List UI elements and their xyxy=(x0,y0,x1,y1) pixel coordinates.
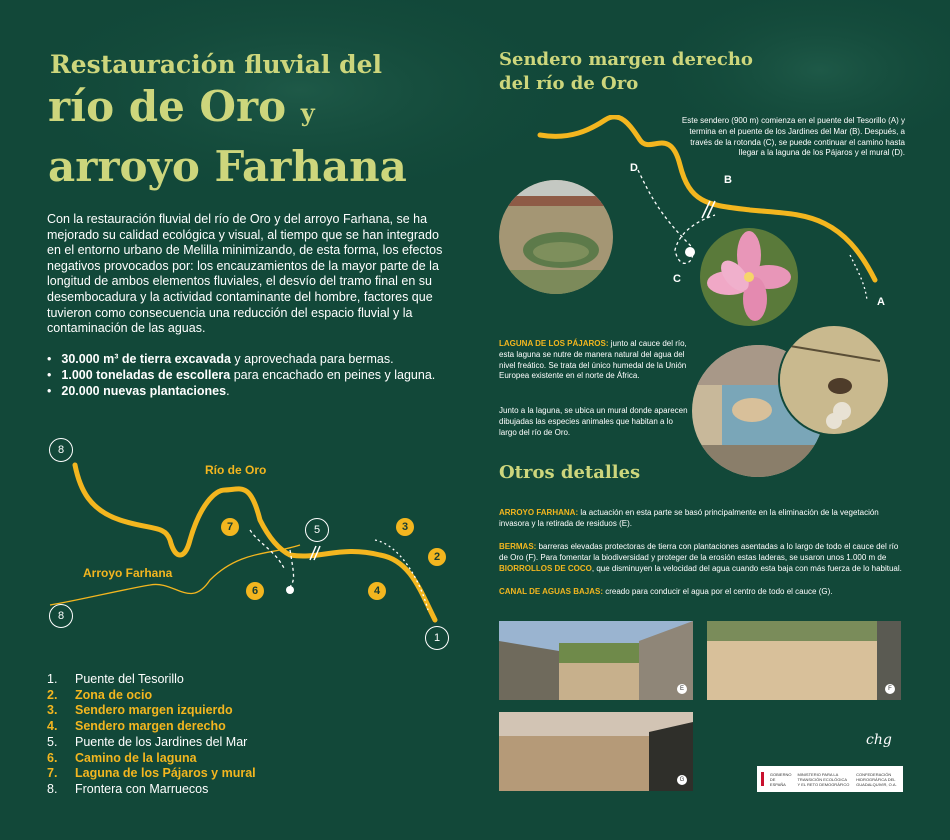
gob-text: GOBIERNO DE ESPAÑA xyxy=(769,771,792,787)
legend-item xyxy=(47,672,256,688)
sendero-title-line1: Sendero margen derecho xyxy=(499,49,753,70)
marker-4: 4 xyxy=(368,582,386,600)
legend-label: Sendero margen derecho xyxy=(75,719,226,734)
marker-8-bottom: 8 xyxy=(49,604,73,628)
photo-e xyxy=(499,621,693,700)
biorrollos-heading: BIORROLLOS DE COCO xyxy=(499,563,592,573)
marker-2: 2 xyxy=(428,548,446,566)
photo-g-illustration xyxy=(499,712,693,791)
legend-number: 1. xyxy=(47,672,58,686)
chg-logo: chg xyxy=(866,732,892,748)
legend-label: Puente del Tesorillo xyxy=(75,672,184,686)
laguna-dot xyxy=(286,586,294,594)
legend-label: Zona de ocio xyxy=(75,687,153,702)
canal-text xyxy=(499,587,907,598)
arroyo-farhana-label: Arroyo Farhana xyxy=(83,566,173,580)
footer-logos xyxy=(757,766,903,792)
legend-label: Sendero margen izquierdo xyxy=(75,703,233,718)
canal-body: creado para conducir el agua por el centro de todo el cauce (G). xyxy=(603,587,833,596)
arroyo-text xyxy=(499,508,907,530)
rio-de-oro-label: Río de Oro xyxy=(205,463,267,477)
laguna-photo xyxy=(499,180,613,294)
marker-1: 1 xyxy=(425,626,449,650)
legend-number: 8. xyxy=(47,781,58,796)
photo-g xyxy=(499,712,693,791)
marker-8-top: 8 xyxy=(49,438,73,462)
legend-number: 5. xyxy=(47,734,58,749)
laguna-text xyxy=(499,339,689,382)
legend-item xyxy=(47,719,256,735)
laguna-heading: LAGUNA DE LOS PÁJAROS: xyxy=(499,339,609,348)
stat-rest: y aprovechada para bermas. xyxy=(230,352,394,366)
photo-e-illustration xyxy=(499,621,693,700)
ministerio-text: MINISTERIO PARA LA TRANSICIÓN ECOLÓGICA Y EL RETO DEMOGRÁFICO xyxy=(797,771,850,787)
sendero-title xyxy=(499,48,753,96)
sendero-title-line2: del río de Oro xyxy=(499,73,639,94)
sendero-description: Este sendero (900 m) comienza en el puente del Tesorillo (A) y termina en el puente de los Jardines del Mar (B). Después, a través de la rotonda (C), se puede continuar el camino hasta llegar a la laguna de los Pájaros y el mural (D). xyxy=(681,116,905,158)
legend-item xyxy=(47,782,256,798)
arroyo-body: la actuación en esta parte se basó principalmente en la eliminación de la vegetación invasora y la retirada de residuos (E). xyxy=(499,508,879,528)
stat-bold: 20.000 nuevas plantaciones xyxy=(61,384,227,398)
legend-number: 7. xyxy=(47,766,58,781)
sendero-rotonda-dot xyxy=(685,247,695,257)
stat-rest: . xyxy=(226,384,230,398)
stat-bold: 1.000 toneladas de escollera xyxy=(61,368,231,382)
confed-text: CONFEDERACIÓN HIDROGRÁFICA DEL GUADALQUIVIR, O.A. xyxy=(856,771,897,787)
marker-6: 6 xyxy=(246,582,264,600)
laguna-photo-illustration xyxy=(499,180,613,294)
marker-5: 5 xyxy=(305,518,329,542)
photo-e-tag: E xyxy=(677,684,687,694)
legend-label: Laguna de los Pájaros y mural xyxy=(75,766,256,781)
legend-number: 2. xyxy=(47,687,58,702)
canal-heading: CANAL DE AGUAS BAJAS: xyxy=(499,587,604,596)
point-c: C xyxy=(673,273,681,285)
legend-item xyxy=(47,735,256,751)
bird-illustration xyxy=(780,326,888,434)
bird-photo xyxy=(778,324,890,436)
title-main xyxy=(48,80,407,194)
bermas-body: barreras elevadas protectoras de tierra con plantaciones asentadas a lo largo de todo el cauce del río de Oro (F). Para fomentar la biodiversidad y proteger de la erosión estas laderas, se usaron unos 1.000 m de xyxy=(499,542,899,562)
laguna-body: junto al cauce del río, esta laguna se nutre de manera natural del agua del nivel freático. Se trata del único humedal de la Unión Europea existente en el norte de África. xyxy=(499,339,687,381)
right-path-dotted xyxy=(375,540,428,610)
bermas-heading: BERMAS: xyxy=(499,542,537,551)
legend-item xyxy=(47,703,256,719)
flower-photo xyxy=(700,228,798,326)
stat-item xyxy=(47,383,457,399)
stats-list xyxy=(47,351,457,399)
point-a: A xyxy=(877,296,885,308)
point-b: B xyxy=(724,174,732,186)
mural-text: Junto a la laguna, se ubica un mural donde aparecen dibujadas las especies animales que habitan a lo largo del río de Oro. xyxy=(499,406,688,437)
legend-label: Camino de la laguna xyxy=(75,750,197,765)
photo-f xyxy=(707,621,901,700)
title-conj: y xyxy=(300,98,315,127)
photo-g-tag: G xyxy=(677,775,687,785)
stat-bold: 30.000 m³ de tierra excavada xyxy=(61,352,231,366)
marker-7: 7 xyxy=(221,518,239,536)
photo-f-illustration xyxy=(707,621,901,700)
stat-item xyxy=(47,367,457,383)
flower-illustration xyxy=(700,228,798,326)
legend-number: 6. xyxy=(47,750,58,765)
intro-paragraph: Con la restauración fluvial del río de Oro y del arroyo Farhana, se ha mejorado su calidad ecológica y visual, al tiempo que se han integrado en el entorno urbano de Melilla minimizando, de esta forma, los efectos negativos provocados por: los encauzamientos de la mayor parte de la longitud de ambos elementos fluviales, el desvío del tramo final en su desembocadura y la actividad contaminante del hombre, factores que tuvieron como consecuencia una reducción del espacio fluvial y la contaminación de las aguas. xyxy=(47,212,443,336)
legend-number: 3. xyxy=(47,703,58,718)
marker-3: 3 xyxy=(396,518,414,536)
photo-f-tag: F xyxy=(885,684,895,694)
legend-label: Frontera con Marruecos xyxy=(75,781,209,796)
stat-rest: para encachado en peines y laguna. xyxy=(230,368,436,382)
arroyo-heading: ARROYO FARHANA: xyxy=(499,508,579,517)
biorrollos-body: , que disminuyen la velocidad del agua cuando esta baja con más fuerza de lo habitual. xyxy=(591,563,902,573)
legend-number: 4. xyxy=(47,719,58,734)
map-legend xyxy=(47,672,256,798)
title-line3: arroyo Farhana xyxy=(48,142,407,191)
sendero-rotonda-dotted xyxy=(638,170,715,263)
otros-title: Otros detalles xyxy=(499,462,641,483)
title-line1: Restauración fluvial del xyxy=(50,50,382,79)
legend-item xyxy=(47,688,256,704)
legend-label: Puente de los Jardines del Mar xyxy=(75,734,248,749)
stat-item xyxy=(47,351,457,367)
title-line2: río de Oro xyxy=(48,82,287,131)
legend-item xyxy=(47,766,256,782)
point-d: D xyxy=(630,162,638,174)
spain-flag-icon xyxy=(761,772,764,786)
legend-item xyxy=(47,751,256,767)
bermas-text xyxy=(499,542,907,574)
